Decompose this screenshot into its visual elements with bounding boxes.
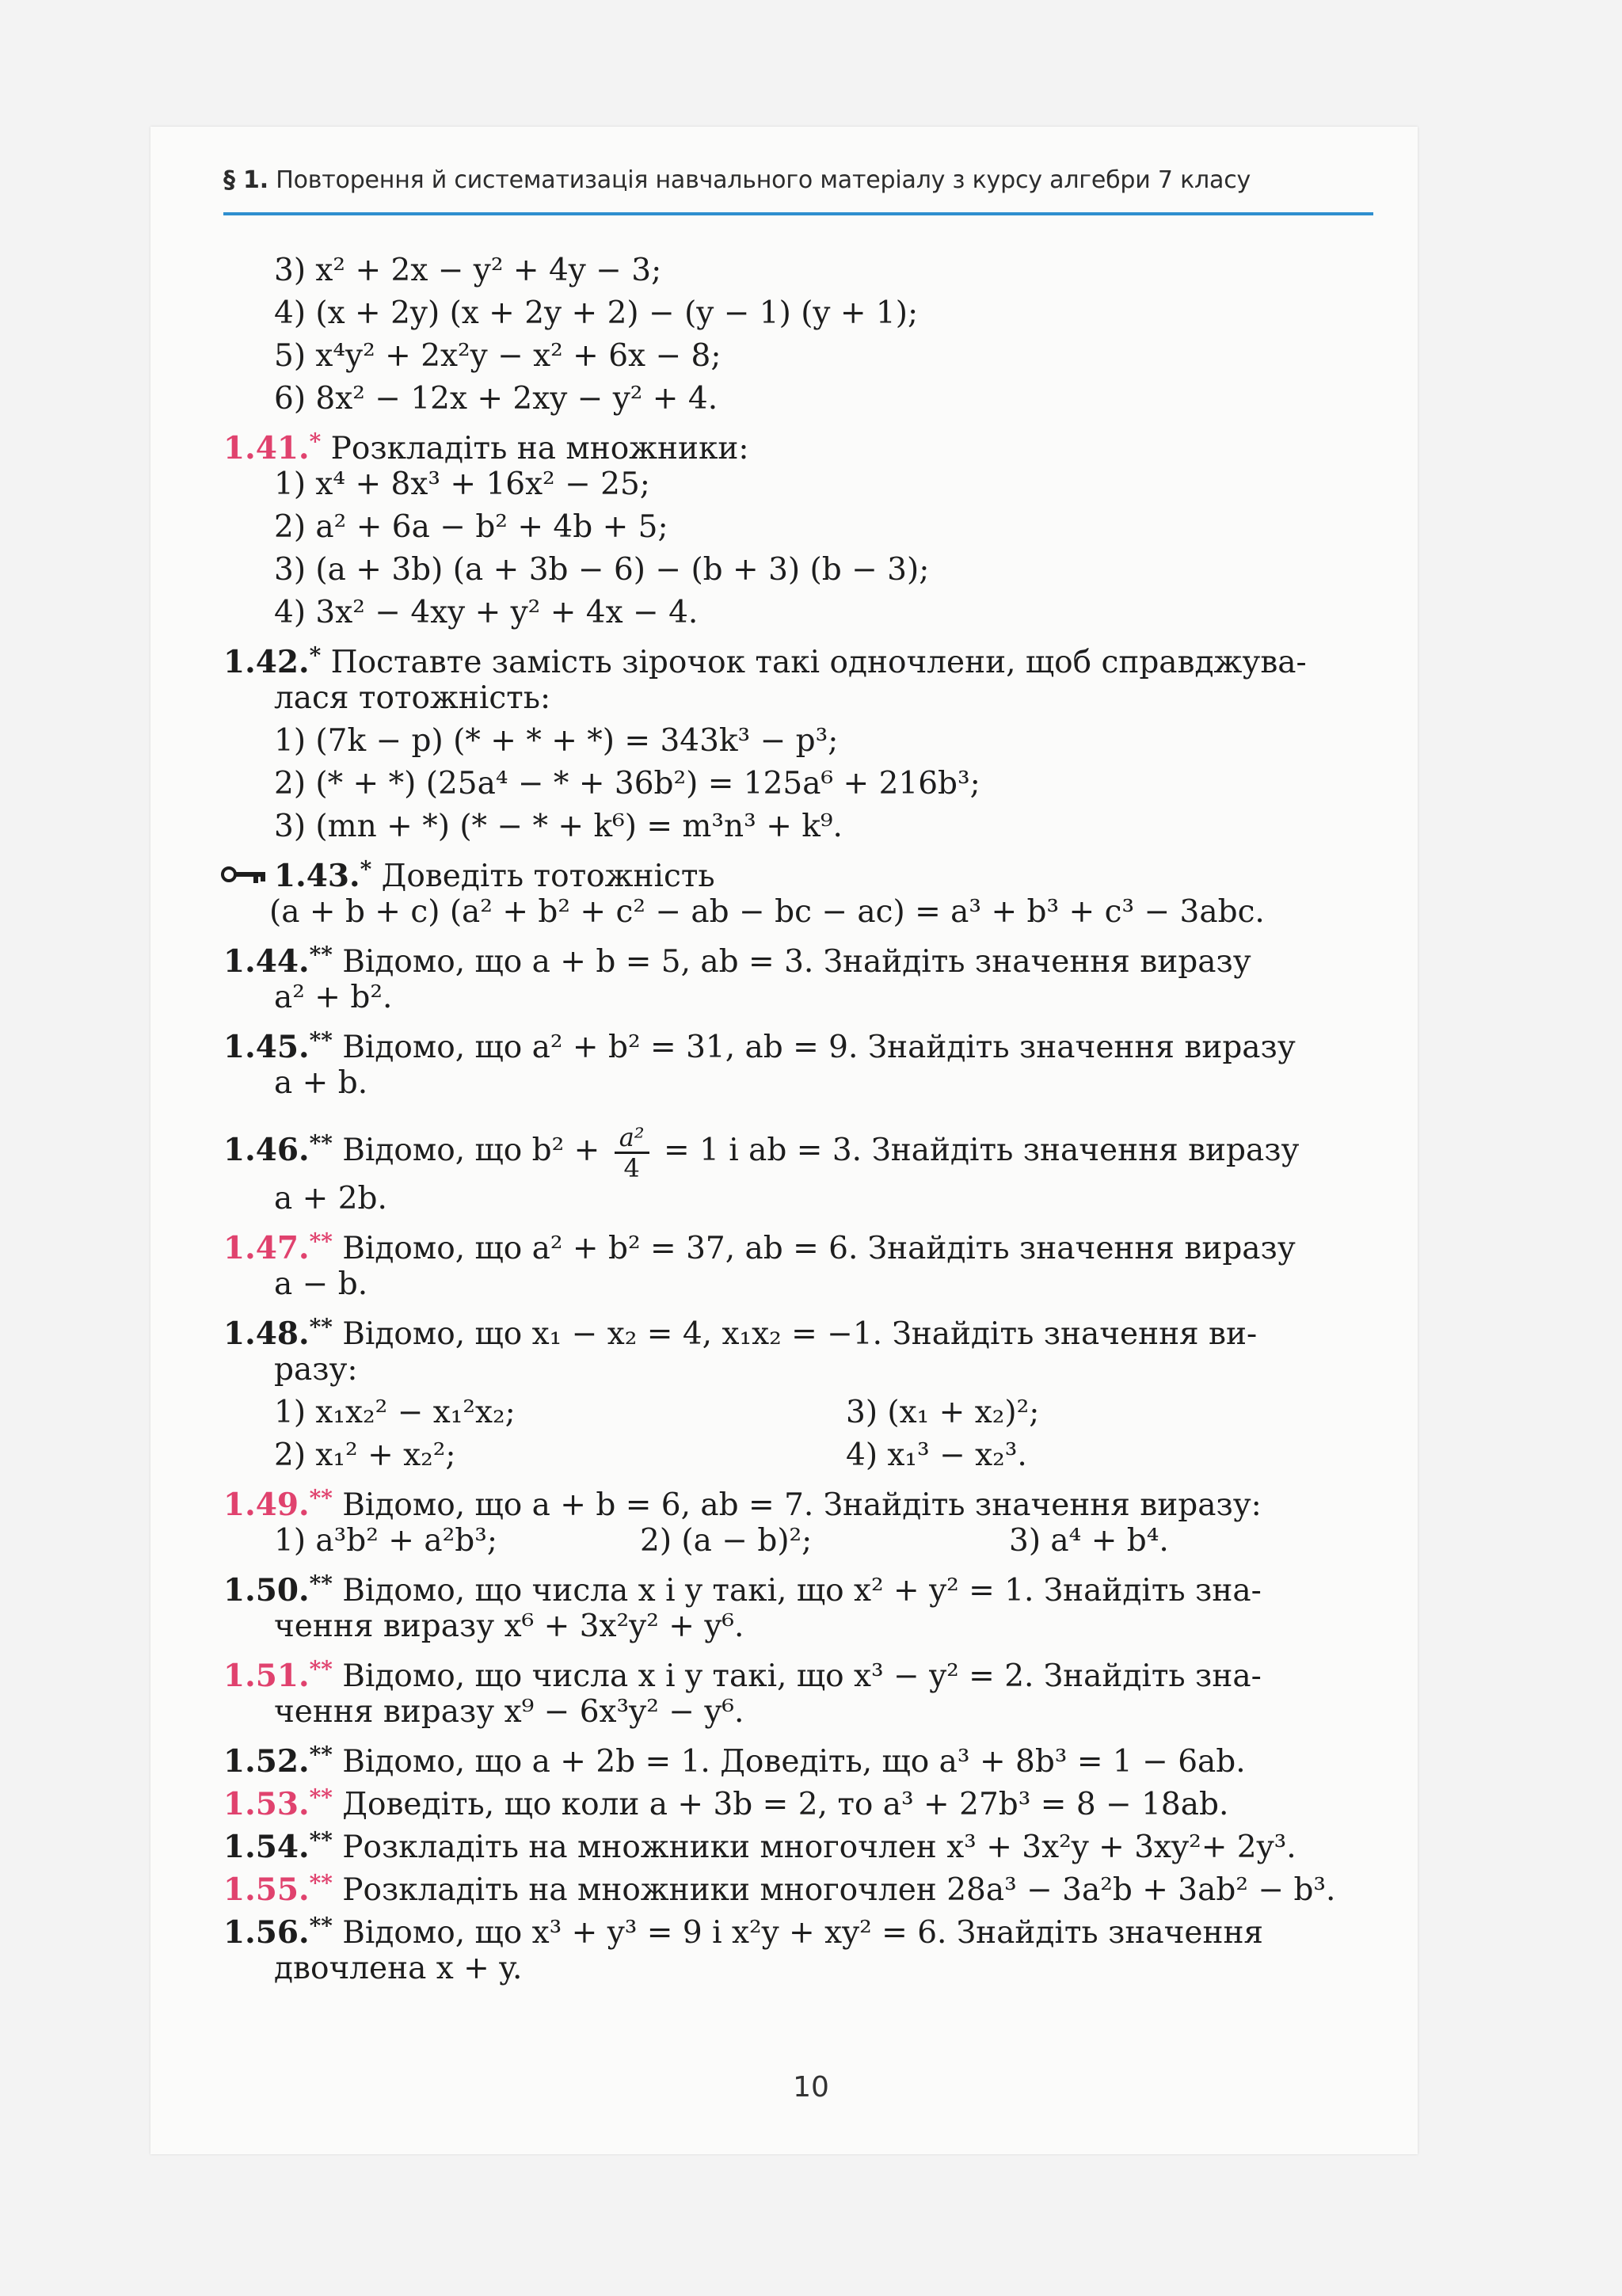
difficulty-star: ** bbox=[309, 1913, 333, 1939]
exercise-number: 1.46. bbox=[223, 1132, 310, 1168]
list-item: 2) (* + *) (25a⁴ − * + 36b²) = 125a⁶ + 216b³; bbox=[274, 766, 980, 802]
exercise-number: 1.47. bbox=[223, 1230, 310, 1266]
list-item: чення виразу x⁹ − 6x³y² − y⁶. bbox=[274, 1694, 744, 1730]
exercise-text: Відомо, що a + b = 6, ab = 7. Знайдіть значення виразу: bbox=[332, 1487, 1262, 1523]
exercise-1-41 bbox=[223, 425, 749, 466]
exercise-number: 1.44. bbox=[223, 943, 310, 980]
exercise-1-48 bbox=[223, 1310, 1257, 1352]
list-item: 6) 8x² − 12x + 2xy − y² + 4. bbox=[274, 381, 718, 417]
list-item: 3) (mn + *) (* − * + k⁶) = m³n³ + k⁹. bbox=[274, 809, 843, 844]
list-item: (a + b + c) (a² + b² + c² − ab − bc − ac) = a³ + b³ + c³ − 3abc. bbox=[269, 894, 1265, 930]
exercise-text: Доведіть тотожність bbox=[371, 859, 715, 894]
exercise-text: Відомо, що a + 2b = 1. Доведіть, що a³ + 8b³ = 1 − 6ab. bbox=[332, 1744, 1246, 1780]
exercise-1-49 bbox=[223, 1481, 1262, 1523]
exercise-text: Відомо, що x³ + y³ = 9 і x²y + xy² = 6. Знайдіть значення bbox=[332, 1915, 1264, 1951]
difficulty-star: ** bbox=[309, 1656, 333, 1682]
exercise-number: 1.43. bbox=[274, 858, 360, 894]
exercise-text: Відомо, що b² + bbox=[332, 1133, 610, 1168]
section-number: § 1. bbox=[223, 166, 268, 194]
exercise-number: 1.51. bbox=[223, 1658, 310, 1694]
difficulty-star: ** bbox=[309, 1784, 333, 1811]
header-rule bbox=[223, 212, 1373, 215]
exercise-text: Доведіть, що коли a + 3b = 2, то a³ + 27b³ = 8 − 18ab. bbox=[332, 1787, 1229, 1822]
list-item: разу: bbox=[274, 1352, 358, 1388]
exercise-text: Розкладіть на множники многочлен x³ + 3x²y + 3xy²+ 2y³. bbox=[332, 1830, 1296, 1865]
fraction: $\frac{\text{a²}}{4}$ bbox=[615, 1123, 649, 1182]
list-item: 3) (a + 3b) (a + 3b − 6) − (b + 3) (b − 3); bbox=[274, 552, 930, 588]
list-item: 1) x⁴ + 8x³ + 16x² − 25; bbox=[274, 466, 650, 502]
section-title: Повторення й систематизація навчального матеріалу з курсу алгебри 7 класу bbox=[276, 166, 1251, 194]
exercise-text: = 1 і ab = 3. Знайдіть значення виразу bbox=[653, 1133, 1300, 1168]
exercise-text: Розкладіть на множники: bbox=[321, 431, 749, 466]
exercise-1-56 bbox=[223, 1909, 1263, 1951]
difficulty-star: ** bbox=[309, 1314, 333, 1340]
exercise-number: 1.52. bbox=[223, 1743, 310, 1780]
exercise-1-47 bbox=[223, 1224, 1296, 1266]
exercise-1-46 bbox=[223, 1109, 1300, 1183]
exercise-1-42 bbox=[223, 638, 1307, 680]
exercise-number: 1.50. bbox=[223, 1572, 310, 1609]
exercise-text: Відомо, що числа x і y такі, що x² + y² = 1. Знайдіть зна- bbox=[332, 1573, 1262, 1609]
exercise-1-43 bbox=[220, 852, 715, 894]
list-item: a² + b². bbox=[274, 980, 393, 1015]
difficulty-star: * bbox=[360, 856, 372, 882]
exercise-text: Розкладіть на множники многочлен 28a³ − 3a²b + 3ab² − b³. bbox=[332, 1872, 1336, 1908]
exercise-1-55 bbox=[223, 1866, 1335, 1908]
list-item: 4) (x + 2y) (x + 2y + 2) − (y − 1) (y + 1); bbox=[274, 295, 919, 331]
list-item: a + 2b. bbox=[274, 1181, 387, 1217]
difficulty-star: ** bbox=[309, 1130, 333, 1156]
exercise-1-50 bbox=[223, 1567, 1262, 1609]
exercise-text: Поставте замість зірочок такі одночлени, щоб справджува- bbox=[321, 645, 1307, 680]
difficulty-star: ** bbox=[309, 1228, 333, 1255]
page-number: 10 bbox=[793, 2071, 829, 2104]
exercise-1-53 bbox=[223, 1780, 1228, 1822]
exercise-number: 1.48. bbox=[223, 1316, 310, 1352]
exercise-number: 1.55. bbox=[223, 1871, 310, 1908]
list-item: 1) (7k − p) (* + * + *) = 343k³ − p³; bbox=[274, 723, 839, 759]
difficulty-star: * bbox=[309, 642, 322, 668]
exercise-number: 1.45. bbox=[223, 1029, 310, 1065]
exercise-1-51 bbox=[223, 1652, 1262, 1694]
exercise-number: 1.53. bbox=[223, 1786, 310, 1822]
list-item: лася тотожність: bbox=[274, 680, 551, 716]
exercise-1-44 bbox=[223, 938, 1251, 980]
exercise-number: 1.49. bbox=[223, 1487, 310, 1523]
key-icon bbox=[220, 864, 266, 885]
exercise-number: 1.41. bbox=[223, 430, 310, 466]
list-item: a − b. bbox=[274, 1266, 368, 1302]
difficulty-star: ** bbox=[309, 942, 333, 968]
difficulty-star: ** bbox=[309, 1571, 333, 1597]
exercise-text: Відомо, що a² + b² = 31, ab = 9. Знайдіть значення виразу bbox=[332, 1030, 1296, 1065]
exercise-text: Відомо, що числа x і y такі, що x³ − y² = 2. Знайдіть зна- bbox=[332, 1658, 1262, 1694]
exercise-text: Відомо, що a² + b² = 37, ab = 6. Знайдіть значення виразу bbox=[332, 1231, 1296, 1266]
list-item: двочлена x + y. bbox=[274, 1951, 523, 1986]
exercise-1-45 bbox=[223, 1023, 1296, 1065]
exercise-text: Відомо, що a + b = 5, ab = 3. Знайдіть значення виразу bbox=[332, 944, 1251, 980]
list-item: 2) a² + 6a − b² + 4b + 5; bbox=[274, 509, 668, 545]
exercise-1-54 bbox=[223, 1823, 1296, 1865]
exercise-number: 1.54. bbox=[223, 1829, 310, 1865]
difficulty-star: ** bbox=[309, 1742, 333, 1768]
exercise-text: Відомо, що x₁ − x₂ = 4, x₁x₂ = −1. Знайдіть значення ви- bbox=[332, 1316, 1258, 1352]
exercise-number: 1.56. bbox=[223, 1914, 310, 1951]
difficulty-star: ** bbox=[309, 1870, 333, 1896]
list-item: 5) x⁴y² + 2x²y − x² + 6x − 8; bbox=[274, 338, 722, 374]
difficulty-star: * bbox=[309, 428, 322, 455]
list-item: 4) 3x² − 4xy + y² + 4x − 4. bbox=[274, 595, 699, 630]
difficulty-star: ** bbox=[309, 1827, 333, 1853]
list-item: a + b. bbox=[274, 1065, 368, 1101]
exercise-1-52 bbox=[223, 1738, 1246, 1780]
exercise-number: 1.42. bbox=[223, 644, 310, 680]
difficulty-star: ** bbox=[309, 1485, 333, 1511]
list-item: 3) x² + 2x − y² + 4y − 3; bbox=[274, 253, 662, 288]
list-item: чення виразу x⁶ + 3x²y² + y⁶. bbox=[274, 1609, 744, 1644]
difficulty-star: ** bbox=[309, 1027, 333, 1053]
running-header bbox=[223, 166, 1373, 194]
